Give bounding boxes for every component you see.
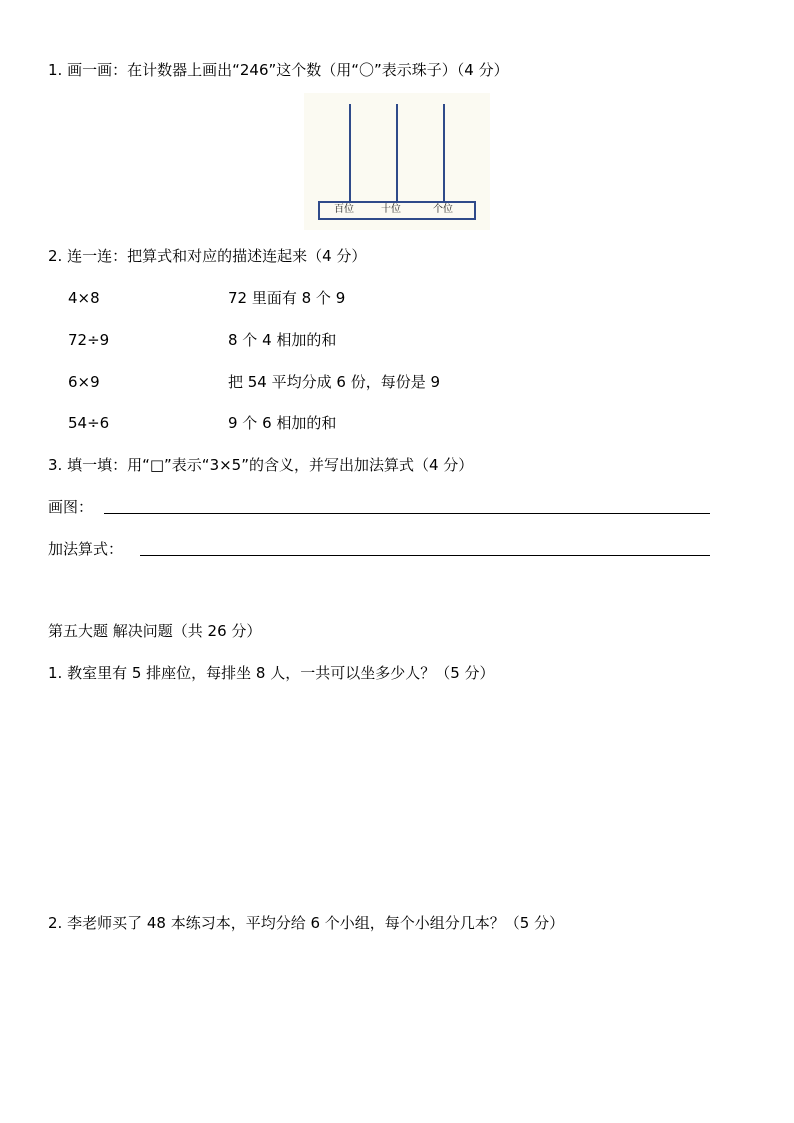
description-1[interactable]: 72 里面有 8 个 9 — [228, 289, 346, 307]
abacus-figure — [304, 93, 490, 230]
q1-title: 1. 画一画：在计数器上画出“246”这个数（用“〇”表示珠子）（4 分） — [48, 61, 509, 79]
formula-label: 加法算式： — [48, 540, 124, 558]
expression-1[interactable]: 4×8 — [68, 289, 100, 307]
q3-title: 3. 填一填：用“□”表示“3×5”的含义，并写出加法算式（4 分） — [48, 456, 474, 474]
description-2[interactable]: 8 个 4 相加的和 — [228, 331, 337, 349]
description-3[interactable]: 把 54 平均分成 6 份，每份是 9 — [228, 373, 441, 391]
problem-1: 1. 教室里有 5 排座位，每排坐 8 人，一共可以坐多少人？（5 分） — [48, 664, 495, 682]
problem-2: 2. 李老师买了 48 本练习本，平均分给 6 个小组，每个小组分几本？（5 分） — [48, 914, 565, 932]
expression-4[interactable]: 54÷6 — [68, 414, 110, 432]
abacus-label-tens: 十位 — [381, 204, 401, 215]
expression-2[interactable]: 72÷9 — [68, 331, 110, 349]
abacus-rod-tens — [396, 104, 398, 202]
draw-answer-line[interactable] — [104, 513, 710, 514]
expression-3[interactable]: 6×9 — [68, 373, 100, 391]
problem-2-answer-area[interactable] — [48, 940, 708, 1100]
abacus-rod-hundreds — [349, 104, 351, 202]
formula-answer-line[interactable] — [140, 555, 710, 556]
q2-title: 2. 连一连：把算式和对应的描述连起来（4 分） — [48, 247, 367, 265]
description-4[interactable]: 9 个 6 相加的和 — [228, 414, 337, 432]
abacus-label-hundreds: 百位 — [334, 204, 354, 215]
problem-1-answer-area[interactable] — [48, 690, 708, 890]
abacus-label-ones: 个位 — [433, 204, 453, 215]
draw-label: 画图： — [48, 498, 94, 516]
abacus-rod-ones — [443, 104, 445, 202]
section5-title: 第五大题 解决问题（共 26 分） — [48, 622, 262, 640]
